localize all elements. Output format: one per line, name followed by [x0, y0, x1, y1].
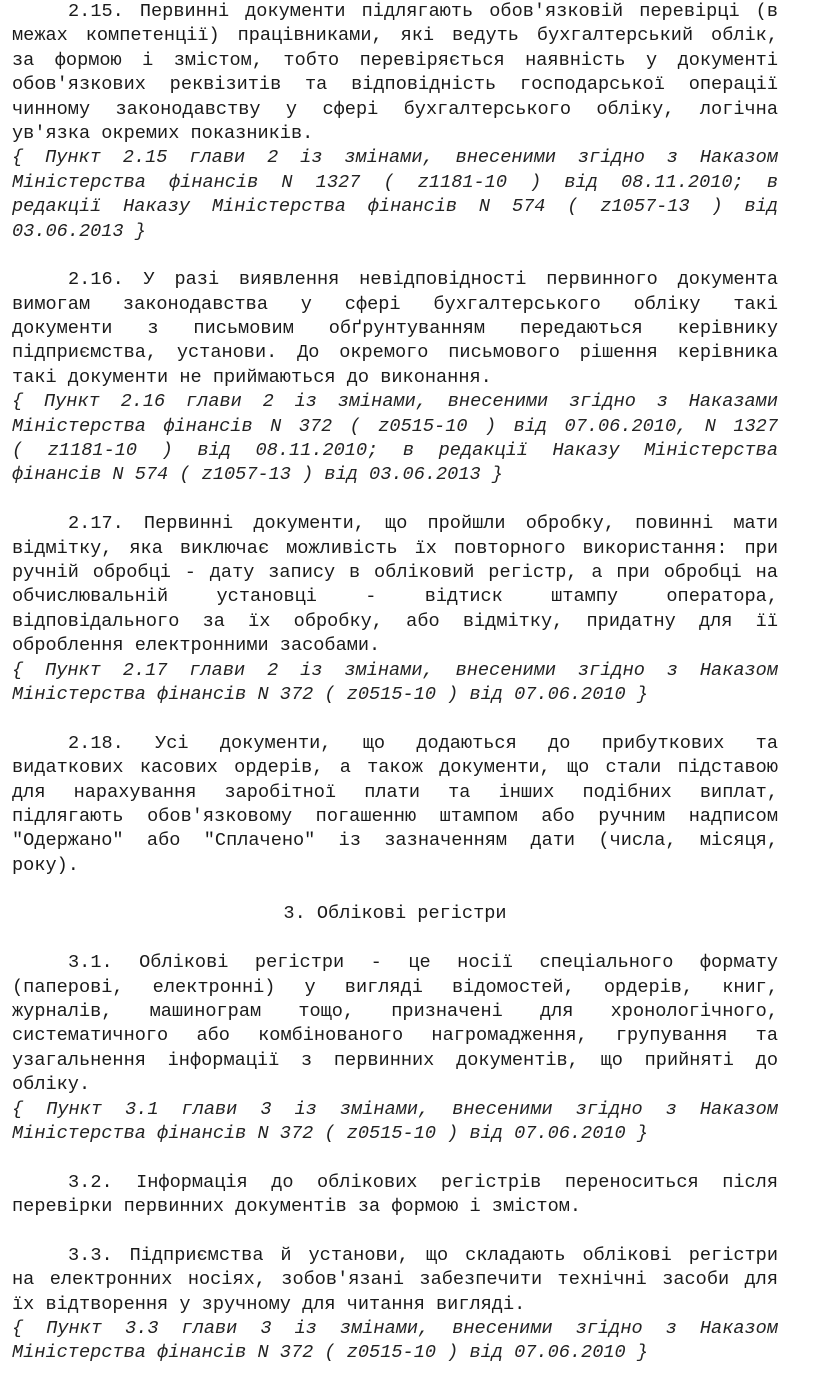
paragraph-spacer	[12, 1220, 778, 1244]
text-line: року).	[12, 854, 79, 876]
text-line: їх відтворення у зручному для читання вигляді.	[12, 1293, 526, 1315]
text-line: ручній обробці - дату запису в обліковий регістр, а при обробці на	[12, 561, 778, 583]
text-line: ув'язка окремих показників.	[12, 122, 314, 144]
text-line: 2.15. Первинні документи підлягають обов'язковій перевірці (в	[68, 1, 778, 22]
note-line: ( z1181-10 ) від 08.11.2010; в редакції Наказу Міністерства	[12, 440, 778, 462]
text-line: обліку.	[12, 1074, 91, 1096]
note-line: Міністерства фінансів N 372 ( z0515-10 ) від 07.06.2010, N 1327	[12, 415, 778, 437]
text-line: 2.16. У разі виявлення невідповідності первинного документа	[68, 269, 778, 291]
note-line: { Пункт 2.17 глави 2 із змінами, внесеними згідно з Наказом	[12, 659, 778, 681]
text-line: межах компетенції) працівниками, які ведуть бухгалтерський облік,	[12, 25, 778, 47]
text-line: на електронних носіях, зобов'язані забезпечити технічні засоби для	[12, 1269, 778, 1291]
amendment-note	[12, 1317, 778, 1366]
text-line: підлягають обов'язковому погашенню штампом або ручним надписом	[12, 805, 778, 827]
text-line: 2.18. Усі документи, що додаються до прибуткових та	[68, 732, 778, 754]
clause-paragraph	[12, 1171, 778, 1220]
text-line: журналів, машинограм тощо, призначені для хронологічного,	[12, 1001, 778, 1023]
note-line: { Пункт 3.3 глави 3 із змінами, внесеними згідно з Наказом	[12, 1318, 778, 1340]
clause-paragraph	[12, 951, 778, 1097]
note-line: Міністерства фінансів N 372 ( z0515-10 ) від 07.06.2010 }	[12, 1122, 649, 1144]
note-line: редакції Наказу Міністерства фінансів N 574 ( z1057-13 ) від	[12, 196, 778, 218]
text-line: 3.1. Облікові регістри - це носії спеціального формату	[68, 952, 778, 974]
text-line: обчислювальній установці - відтиск штампу оператора,	[12, 586, 778, 608]
text-line: 2.17. Первинні документи, що пройшли обробку, повинні мати	[68, 513, 778, 535]
text-line: для нарахування заробітної плати та інших подібних виплат,	[12, 781, 778, 803]
text-line: підприємства, установи. До окремого письмового рішення керівника	[12, 342, 778, 364]
amendment-note	[12, 390, 778, 488]
note-line: Міністерства фінансів N 1327 ( z1181-10 ) від 08.11.2010; в	[12, 171, 778, 193]
text-line: узагальнення інформації з первинних документів, що прийняті до	[12, 1049, 778, 1071]
amendment-note	[12, 1098, 778, 1147]
note-line: { Пункт 2.15 глави 2 із змінами, внесеними згідно з Наказом	[12, 147, 778, 169]
text-line: відповідального за їх обробку, або відмітку, придатну для її	[12, 610, 778, 632]
text-line: (паперові, електронні) у вигляді відомостей, ордерів, книг,	[12, 976, 778, 998]
document-body	[12, 0, 778, 1366]
text-line: за формою і змістом, тобто перевіряється наявність у документі	[12, 49, 778, 71]
paragraph-spacer	[12, 488, 778, 512]
note-line: Міністерства фінансів N 372 ( z0515-10 ) від 07.06.2010 }	[12, 1342, 649, 1364]
paragraph-spacer	[12, 878, 778, 902]
clause-paragraph	[12, 732, 778, 878]
text-line: систематичного або комбінованого нагромадження, групування та	[12, 1025, 778, 1047]
text-line: оброблення електронними засобами.	[12, 635, 381, 657]
note-line: Міністерства фінансів N 372 ( z0515-10 ) від 07.06.2010 }	[12, 683, 649, 705]
text-line: видаткових касових ордерів, а також документи, що стали підставою	[12, 757, 778, 779]
text-line: вимогам законодавства у сфері бухгалтерського обліку такі	[12, 293, 778, 315]
text-line: такі документи не приймаються до виконання.	[12, 366, 492, 388]
paragraph-spacer	[12, 707, 778, 731]
text-line: обов'язкових реквізитів та відповідність господарської операції	[12, 74, 778, 96]
amendment-note	[12, 659, 778, 708]
text-line: документи з письмовим обґрунтуванням передаються керівнику	[12, 318, 778, 340]
clause-paragraph	[12, 512, 778, 658]
amendment-note	[12, 146, 778, 244]
text-line: чинному законодавству у сфері бухгалтерського обліку, логічна	[12, 98, 778, 120]
paragraph-spacer	[12, 1146, 778, 1170]
text-line: 3.2. Інформація до облікових регістрів переноситься після	[68, 1171, 778, 1193]
text-line: відмітку, яка виключає можливість їх повторного використання: при	[12, 537, 778, 559]
text-line: 3.3. Підприємства й установи, що складають облікові регістри	[68, 1244, 778, 1266]
note-line: фінансів N 574 ( z1057-13 ) від 03.06.2013 }	[12, 464, 503, 486]
paragraph-spacer	[12, 927, 778, 951]
clause-paragraph	[12, 1244, 778, 1317]
note-line: { Пункт 3.1 глави 3 із змінами, внесеними згідно з Наказом	[12, 1098, 778, 1120]
note-line: { Пункт 2.16 глави 2 із змінами, внесеними згідно з Наказами	[12, 391, 778, 413]
clause-paragraph	[12, 0, 778, 146]
clause-paragraph	[12, 268, 778, 390]
text-line: "Одержано" або "Сплачено" із зазначенням дати (числа, місяця,	[12, 830, 778, 852]
note-line: 03.06.2013 }	[12, 220, 146, 242]
text-line: перевірки первинних документів за формою і змістом.	[12, 1196, 582, 1218]
paragraph-spacer	[12, 244, 778, 268]
section-heading: 3. Облікові регістри	[283, 903, 507, 925]
